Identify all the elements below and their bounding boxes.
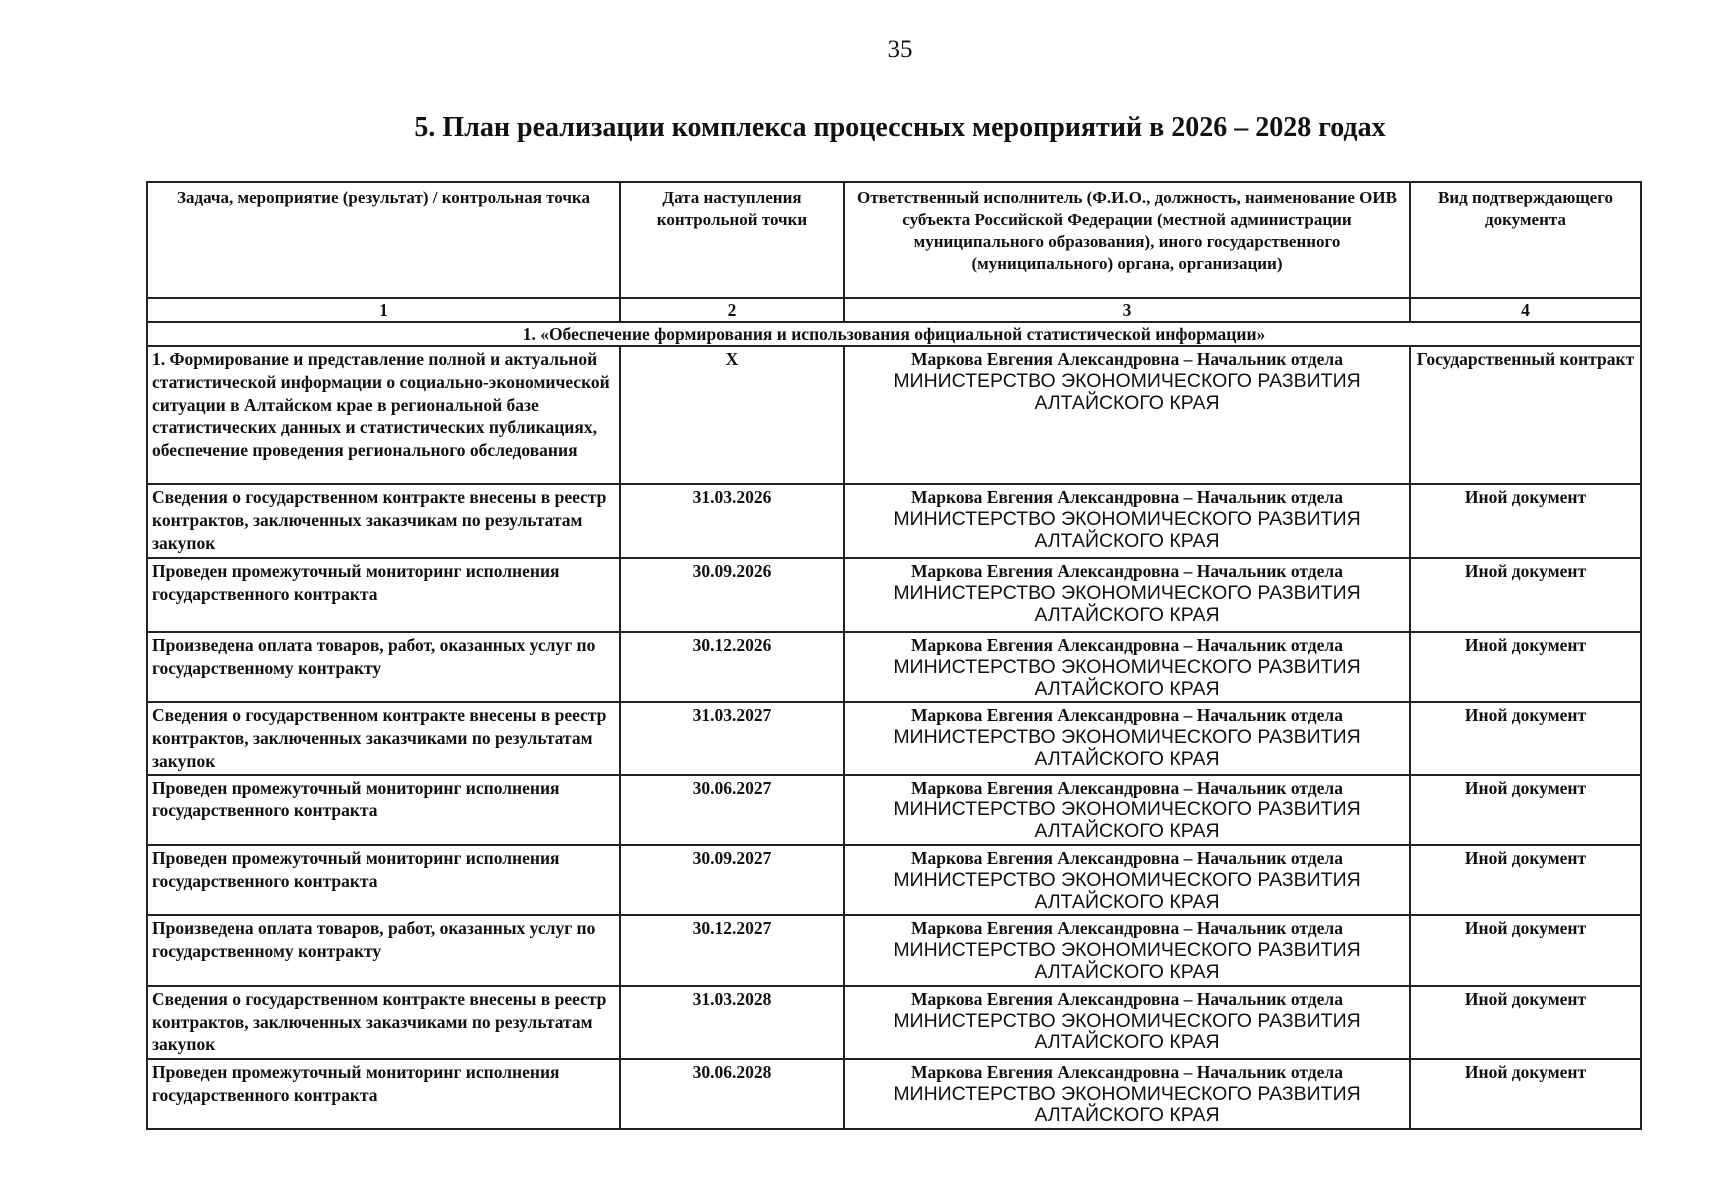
- table-row: [147, 484, 1641, 558]
- responsible-organization: МИНИСТЕРСТВО ЭКОНОМИЧЕСКОГО РАЗВИТИЯ АЛТАЙСКОГО КРАЯ: [893, 1082, 1361, 1127]
- date-cell: 31.03.2028: [620, 986, 844, 1059]
- responsible-person: Маркова Евгения Александровна – Начальник отдела: [911, 918, 1343, 939]
- date-cell: 31.03.2026: [620, 484, 844, 558]
- responsible-person: Маркова Евгения Александровна – Начальник отдела: [911, 349, 1343, 369]
- responsible-person: Маркова Евгения Александровна – Начальник отдела: [911, 635, 1343, 655]
- table-row: [147, 775, 1641, 845]
- document-cell: Иной документ: [1410, 484, 1641, 558]
- responsible-cell: [844, 632, 1410, 702]
- date-cell: 30.12.2026: [620, 632, 844, 702]
- responsible-cell: [844, 702, 1410, 774]
- document-cell: Государственный контракт: [1410, 346, 1641, 484]
- column-number: 3: [844, 298, 1410, 322]
- column-number: 4: [1410, 298, 1641, 322]
- column-number-row: [147, 298, 1641, 322]
- document-cell: Иной документ: [1410, 775, 1641, 845]
- date-cell: X: [620, 346, 844, 484]
- responsible-person: Маркова Евгения Александровна – Начальник отдела: [911, 988, 1343, 1009]
- responsible-cell: [844, 346, 1410, 484]
- responsible-organization: МИНИСТЕРСТВО ЭКОНОМИЧЕСКОГО РАЗВИТИЯ АЛТАЙСКОГО КРАЯ: [893, 939, 1361, 984]
- task-cell: Проведен промежуточный мониторинг исполнения государственного контракта: [147, 558, 620, 632]
- responsible-cell: [844, 1059, 1410, 1129]
- table-row: [147, 632, 1641, 702]
- responsible-cell: [844, 775, 1410, 845]
- task-cell: Проведен промежуточный мониторинг исполнения государственного контракта: [147, 1059, 620, 1129]
- task-cell: 1. Формирование и представление полной и актуальной статистической информации о социально-экономической ситуации в Алтайском крае в региональной базе статистических данных и статистических публикациях, обеспечение проведения регионального обследования: [147, 346, 620, 484]
- document-cell: Иной документ: [1410, 986, 1641, 1059]
- page-number: 35: [887, 36, 913, 63]
- table-row: [147, 1059, 1641, 1129]
- task-cell: Проведен промежуточный мониторинг исполнения государственного контракта: [147, 775, 620, 845]
- table-row: [147, 702, 1641, 774]
- task-cell: Проведен промежуточный мониторинг исполнения государственного контракта: [147, 845, 620, 915]
- task-cell: Сведения о государственном контракте внесены в реестр контрактов, заключенных заказчиками по результатам закупок: [147, 702, 620, 774]
- header-responsible: Ответственный исполнитель (Ф.И.О., должность, наименование ОИВ субъекта Российской Федерации (местной администрации муниципального образования), иного государственного (муниципального) органа, организации): [844, 182, 1410, 298]
- responsible-organization: МИНИСТЕРСТВО ЭКОНОМИЧЕСКОГО РАЗВИТИЯ АЛТАЙСКОГО КРАЯ: [893, 1009, 1361, 1054]
- table-row: [147, 915, 1641, 985]
- table-row: [147, 346, 1641, 484]
- header-document: Вид подтверждающего документа: [1410, 182, 1641, 298]
- document-cell: Иной документ: [1410, 1059, 1641, 1129]
- date-cell: 30.09.2026: [620, 558, 844, 632]
- task-cell: Сведения о государственном контракте внесены в реестр контрактов, заключенных заказчикам по результатам закупок: [147, 484, 620, 558]
- responsible-person: Маркова Евгения Александровна – Начальник отдела: [911, 1061, 1343, 1082]
- responsible-person: Маркова Евгения Александровна – Начальник отдела: [911, 561, 1343, 581]
- responsible-cell: [844, 484, 1410, 558]
- plan-table: [146, 181, 1642, 1130]
- responsible-person: Маркова Евгения Александровна – Начальник отдела: [911, 848, 1343, 869]
- responsible-cell: [844, 986, 1410, 1059]
- date-cell: 30.12.2027: [620, 915, 844, 985]
- page-title: 5. План реализации комплекса процессных мероприятий в 2026 – 2028 годах: [414, 112, 1386, 143]
- document-cell: Иной документ: [1410, 845, 1641, 915]
- responsible-organization: МИНИСТЕРСТВО ЭКОНОМИЧЕСКОГО РАЗВИТИЯ АЛТАЙСКОГО КРАЯ: [893, 798, 1361, 843]
- responsible-cell: [844, 845, 1410, 915]
- section-row: [147, 322, 1641, 346]
- document-cell: Иной документ: [1410, 558, 1641, 632]
- task-cell: Произведена оплата товаров, работ, оказанных услуг по государственному контракту: [147, 632, 620, 702]
- column-number: 2: [620, 298, 844, 322]
- document-cell: Иной документ: [1410, 915, 1641, 985]
- task-cell: Произведена оплата товаров, работ, оказанных услуг по государственному контракту: [147, 915, 620, 985]
- responsible-person: Маркова Евгения Александровна – Начальник отдела: [911, 777, 1343, 798]
- responsible-person: Маркова Евгения Александровна – Начальник отдела: [911, 487, 1343, 507]
- task-cell: Сведения о государственном контракте внесены в реестр контрактов, заключенных заказчиками по результатам закупок: [147, 986, 620, 1059]
- header-task: Задача, мероприятие (результат) / контрольная точка: [147, 182, 620, 298]
- responsible-organization: МИНИСТЕРСТВО ЭКОНОМИЧЕСКОГО РАЗВИТИЯ АЛТАЙСКОГО КРАЯ: [893, 726, 1361, 770]
- document-cell: Иной документ: [1410, 702, 1641, 774]
- date-cell: 30.09.2027: [620, 845, 844, 915]
- section-title: 1. «Обеспечение формирования и использования официальной статистической информации»: [147, 322, 1641, 346]
- date-cell: 31.03.2027: [620, 702, 844, 774]
- responsible-person: Маркова Евгения Александровна – Начальник отдела: [911, 705, 1343, 726]
- header-date: Дата наступления контрольной точки: [620, 182, 844, 298]
- responsible-organization: МИНИСТЕРСТВО ЭКОНОМИЧЕСКОГО РАЗВИТИЯ АЛТАЙСКОГО КРАЯ: [893, 868, 1361, 913]
- responsible-organization: МИНИСТЕРСТВО ЭКОНОМИЧЕСКОГО РАЗВИТИЯ АЛТАЙСКОГО КРАЯ: [893, 655, 1361, 700]
- table-row: [147, 558, 1641, 632]
- responsible-organization: МИНИСТЕРСТВО ЭКОНОМИЧЕСКОГО РАЗВИТИЯ АЛТАЙСКОГО КРАЯ: [893, 581, 1361, 626]
- document-cell: Иной документ: [1410, 632, 1641, 702]
- responsible-organization: МИНИСТЕРСТВО ЭКОНОМИЧЕСКОГО РАЗВИТИЯ АЛТАЙСКОГО КРАЯ: [893, 507, 1361, 552]
- column-number: 1: [147, 298, 620, 322]
- responsible-cell: [844, 558, 1410, 632]
- table-row: [147, 986, 1641, 1059]
- responsible-organization: МИНИСТЕРСТВО ЭКОНОМИЧЕСКОГО РАЗВИТИЯ АЛТАЙСКОГО КРАЯ: [893, 369, 1361, 414]
- responsible-cell: [844, 915, 1410, 985]
- table-row: [147, 845, 1641, 915]
- table-header-row: [147, 182, 1641, 298]
- date-cell: 30.06.2027: [620, 775, 844, 845]
- date-cell: 30.06.2028: [620, 1059, 844, 1129]
